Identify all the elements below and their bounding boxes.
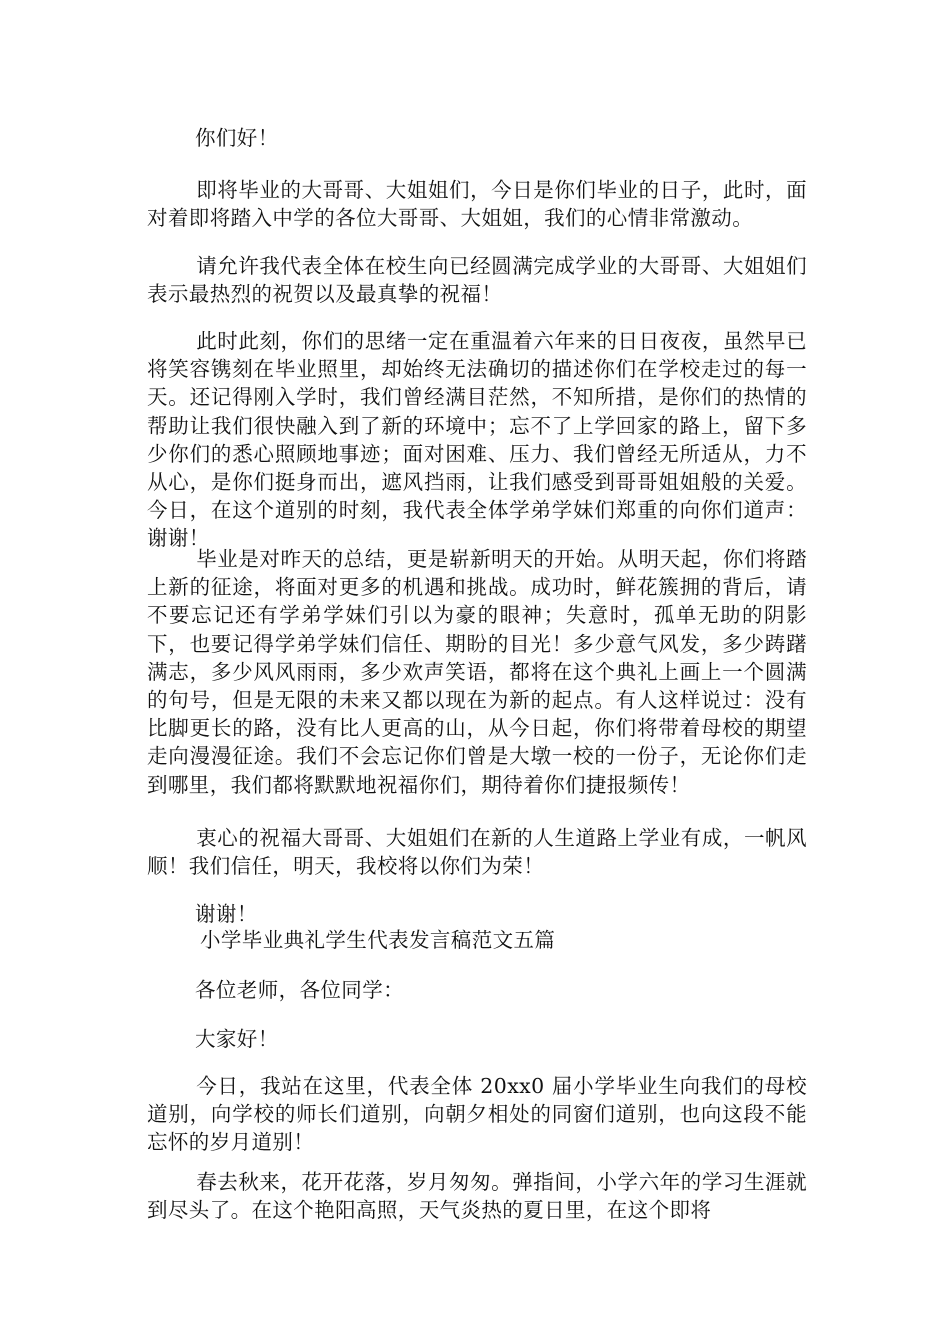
thanks-paragraph: 谢谢！: [195, 902, 258, 926]
section-title: 小学毕业典礼学生代表发言稿范文五篇: [200, 928, 556, 952]
body-paragraph: 春去秋来，花开花落，岁月匆匆。弹指间，小学六年的学习生涯就到尽头了。在这个艳阳高照，天气炎热的夏日里，在这个即将: [147, 1170, 807, 1223]
body-paragraph: 此时此刻，你们的思绪一定在重温着六年来的日日夜夜，虽然早已将笑容镌刻在毕业照里，却始终无法确切的描述你们在学校走过的每一天。还记得刚入学时，我们曾经满目茫然，不知所措，是你们的热情的帮助让我们很快融入到了新的环境中；忘不了上学回家的路上，留下多少你们的悉心照顾地事迹；面对困难、压力、我们曾经无所适从，力不从心，是你们挺身而出，遮风挡雨，让我们感受到哥哥姐姐般的关爱。今日，在这个道别的时刻，我代表全体学弟学妹们郑重的向你们道声：谢谢！: [147, 329, 807, 551]
salutation-paragraph: 各位老师，各位同学：: [195, 978, 404, 1002]
body-paragraph: 即将毕业的大哥哥、大姐姐们，今日是你们毕业的日子，此时，面对着即将踏入中学的各位大哥哥、大姐姐，我们的心情非常激动。: [147, 178, 807, 231]
body-paragraph: 今日，我站在这里，代表全体 20xx0 届小学毕业生向我们的母校道别，向学校的师长们道别，向朝夕相处的同窗们道别，也向这段不能忘怀的岁月道别！: [147, 1074, 807, 1155]
body-paragraph: 衷心的祝福大哥哥、大姐姐们在新的人生道路上学业有成，一帆风顺！我们信任，明天，我校将以你们为荣！: [147, 826, 807, 879]
body-paragraph: 请允许我代表全体在校生向已经圆满完成学业的大哥哥、大姐姐们表示最热烈的祝贺以及最真挚的祝福！: [147, 254, 807, 307]
greeting-paragraph: 你们好！: [195, 126, 279, 150]
greeting-paragraph: 大家好！: [195, 1027, 279, 1051]
body-paragraph: 毕业是对昨天的总结，更是崭新明天的开始。从明天起，你们将踏上新的征途，将面对更多的机遇和挑战。成功时，鲜花簇拥的背后，请不要忘记还有学弟学妹们引以为豪的眼神；失意时，孤单无助的阴影下，也要记得学弟学妹们信任、期盼的目光！多少意气风发，多少踌躇满志，多少风风雨雨，多少欢声笑语，都将在这个典礼上画上一个圆满的句号，但是无限的未来又都以现在为新的起点。有人这样说过：没有比脚更长的路，没有比人更高的山，从今日起，你们将带着母校的期望走向漫漫征途。我们不会忘记你们曾是大墩一校的一份子，无论你们走到哪里，我们都将默默地祝福你们，期待着你们捷报频传！: [147, 547, 807, 797]
